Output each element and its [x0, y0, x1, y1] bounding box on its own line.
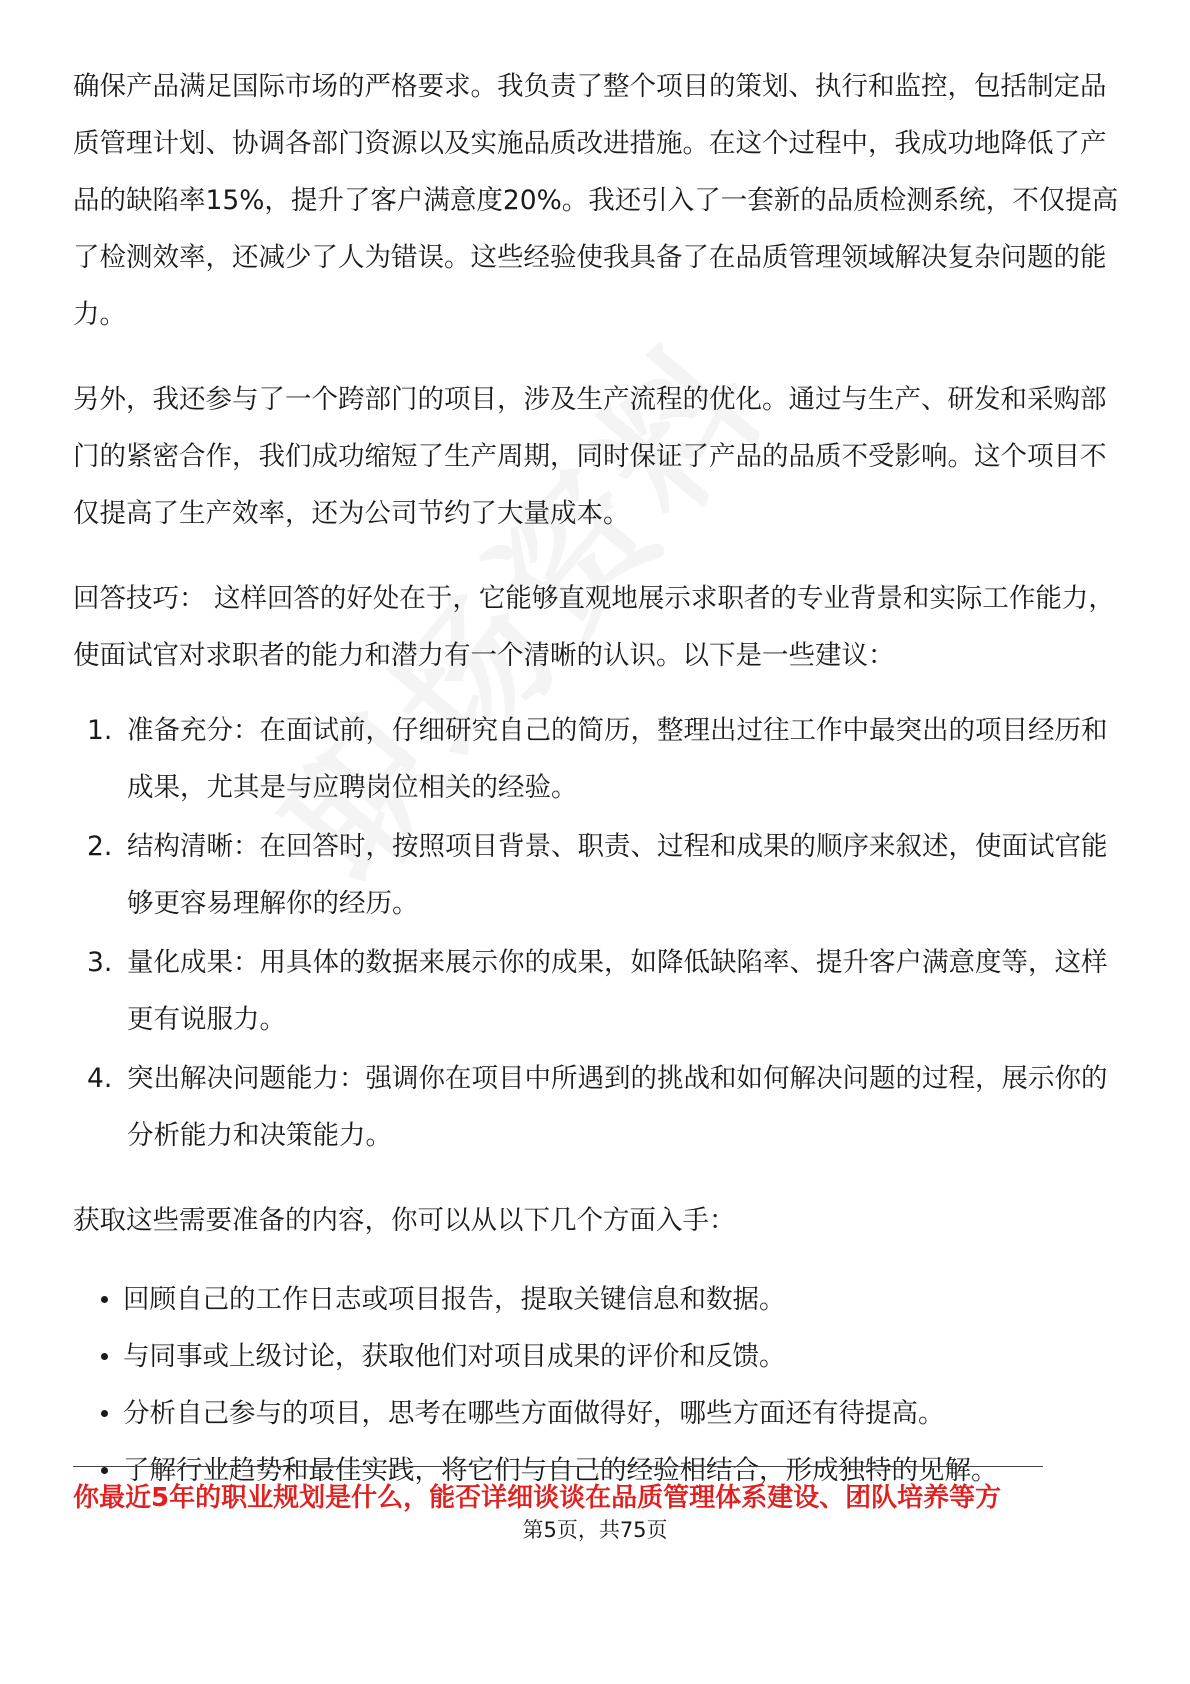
bullet-text: 分析自己参与的项目，思考在哪些方面做得好，哪些方面还有待提高。	[123, 1398, 945, 1429]
tip-item	[73, 818, 1127, 932]
tip-text: 结构清晰：在回答时，按照项目背景、职责、过程和成果的顺序来叙述，使面试官能够更容易理解你的经历。	[127, 831, 1108, 919]
bullet-item	[73, 1328, 1123, 1385]
tip-text: 突出解决问题能力：强调你在项目中所遇到的挑战和如何解决问题的过程，展示你的分析能力和决策能力。	[127, 1063, 1108, 1151]
bullet-text: 了解行业趋势和最佳实践，将它们与自己的经验相结合，形成独特的见解。	[123, 1455, 998, 1486]
section-divider	[73, 1466, 1043, 1467]
page-number-footer: 第5页，共75页	[522, 1518, 668, 1542]
paragraph-project-experience: 确保产品满足国际市场的严格要求。我负责了整个项目的策划、执行和监控，包括制定品质管理计划、协调各部门资源以及实施品质改进措施。在这个过程中，我成功地降低了产品的缺陷率15%，提升了客户满意度20%。我还引入了一套新的品质检测系统，不仅提高了检测效率，还减少了人为错误。这些经验使我具备了在品质管理领域解决复杂问题的能力。	[73, 71, 1119, 330]
tip-number: 2.	[87, 831, 113, 862]
bullet-text: 回顾自己的工作日志或项目报告，提取关键信息和数据。	[123, 1284, 786, 1315]
bullet-text: 与同事或上级讨论，获取他们对项目成果的评价和反馈。	[123, 1341, 786, 1372]
next-question-heading: 你最近5年的职业规划是什么，能否详细谈谈在品质管理体系建设、团队培养等方	[73, 1483, 1002, 1513]
tip-number: 1.	[87, 715, 113, 746]
paragraph-preparation-intro: 获取这些需要准备的内容，你可以从以下几个方面入手：	[73, 1205, 736, 1236]
tips-list	[73, 702, 1123, 1164]
tip-item	[73, 934, 1127, 1048]
page-content	[73, 58, 1123, 1499]
bullet-item	[73, 1271, 1123, 1328]
paragraph-answer-tips: 回答技巧： 这样回答的好处在于，它能够直观地展示求职者的专业背景和实际工作能力，使面试官对求职者的能力和潜力有一个清晰的认识。以下是一些建议：	[73, 583, 1115, 671]
paragraph-cross-department: 另外，我还参与了一个跨部门的项目，涉及生产流程的优化。通过与生产、研发和采购部门的紧密合作，我们成功缩短了生产周期，同时保证了产品的品质不受影响。这个项目不仅提高了生产效率，还为公司节约了大量成本。	[73, 384, 1107, 529]
tip-item	[73, 702, 1127, 816]
preparation-bullet-list	[73, 1271, 1123, 1499]
bullet-dot-icon	[101, 1467, 108, 1474]
tip-number: 3.	[87, 947, 113, 978]
bullet-dot-icon	[101, 1353, 108, 1360]
tip-item	[73, 1050, 1127, 1164]
tip-number: 4.	[87, 1063, 113, 1094]
tip-text: 量化成果：用具体的数据来展示你的成果，如降低缺陷率、提升客户满意度等，这样更有说服力。	[127, 947, 1108, 1035]
bullet-dot-icon	[101, 1410, 108, 1417]
bullet-dot-icon	[101, 1296, 108, 1303]
bullet-item	[73, 1385, 1123, 1442]
tip-text: 准备充分：在面试前，仔细研究自己的简历，整理出过往工作中最突出的项目经历和成果，尤其是与应聘岗位相关的经验。	[127, 715, 1108, 803]
